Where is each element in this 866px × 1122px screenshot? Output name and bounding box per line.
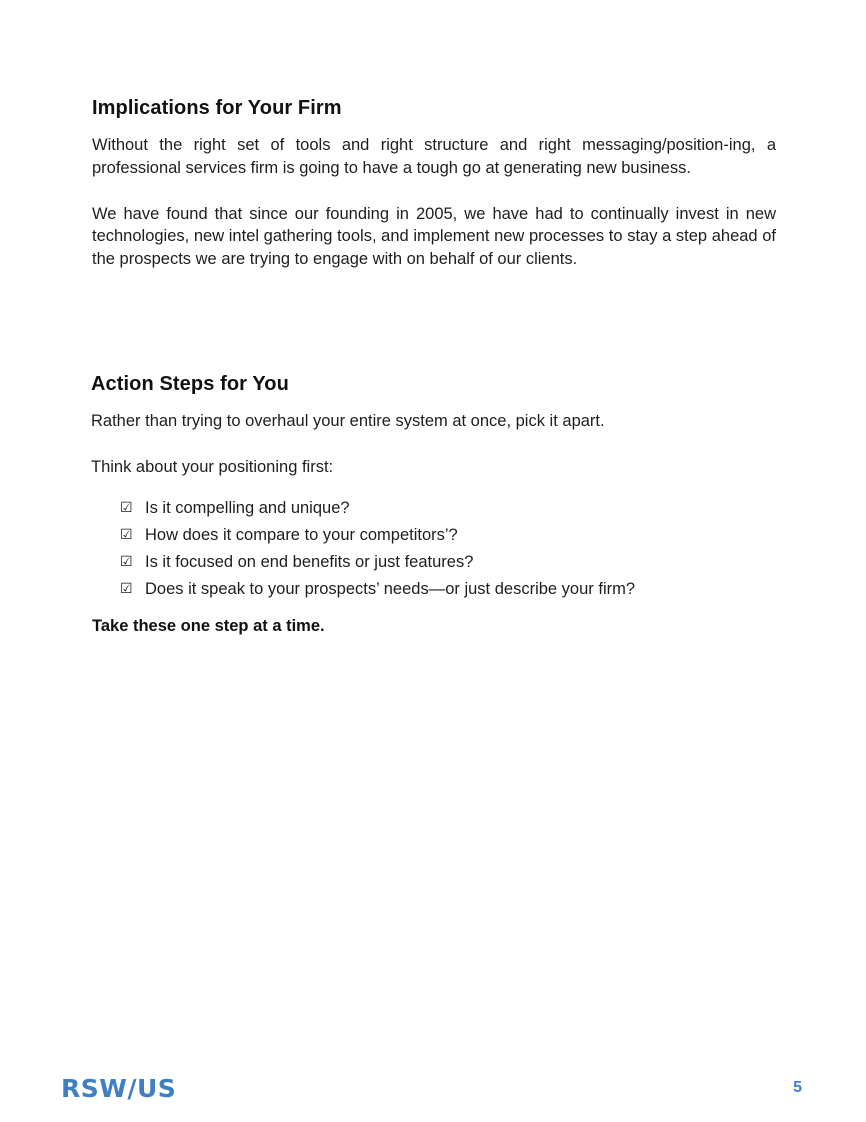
checkbox-checked-icon: ☑ xyxy=(120,527,133,544)
positioning-checklist xyxy=(91,495,775,603)
closing-statement: Take these one step at a time. xyxy=(92,616,325,635)
checklist-item-text: Is it focused on end benefits or just features? xyxy=(145,552,474,571)
implications-section xyxy=(92,95,776,271)
action-steps-paragraph-2: Think about your positioning first: xyxy=(91,457,334,476)
section-heading-action-steps: Action Steps for You xyxy=(91,373,289,395)
implications-paragraph-2: We have found that since our founding in 2005, we have had to continually invest in new technologies, new intel gathering tools, and implement new processes to stay a step ahead of the prospects we are trying to engage with on behalf of our clients. xyxy=(92,204,776,269)
section-heading-implications: Implications for Your Firm xyxy=(92,97,342,119)
checklist-item-text: Is it compelling and unique? xyxy=(145,498,350,517)
checklist-item xyxy=(120,522,775,549)
checklist-item-text: How does it compare to your competitors’? xyxy=(145,525,458,544)
rswus-logo: RSW/US xyxy=(61,1074,177,1103)
action-steps-paragraph-1: Rather than trying to overhaul your entire system at once, pick it apart. xyxy=(91,412,605,430)
implications-paragraph-1: Without the right set of tools and right structure and right messaging/position-ing, a professional services firm is going to have a tough go at generating new business. xyxy=(92,136,776,177)
checklist-item xyxy=(120,495,775,522)
action-steps-section xyxy=(91,371,775,637)
checkbox-checked-icon: ☑ xyxy=(120,500,133,517)
page-number: 5 xyxy=(793,1079,802,1096)
checkbox-checked-icon: ☑ xyxy=(120,581,133,598)
checklist-item xyxy=(120,549,775,576)
checklist-item-text: Does it speak to your prospects’ needs—or just describe your firm? xyxy=(145,579,636,598)
checklist-item xyxy=(120,576,775,603)
checkbox-checked-icon: ☑ xyxy=(120,554,133,571)
